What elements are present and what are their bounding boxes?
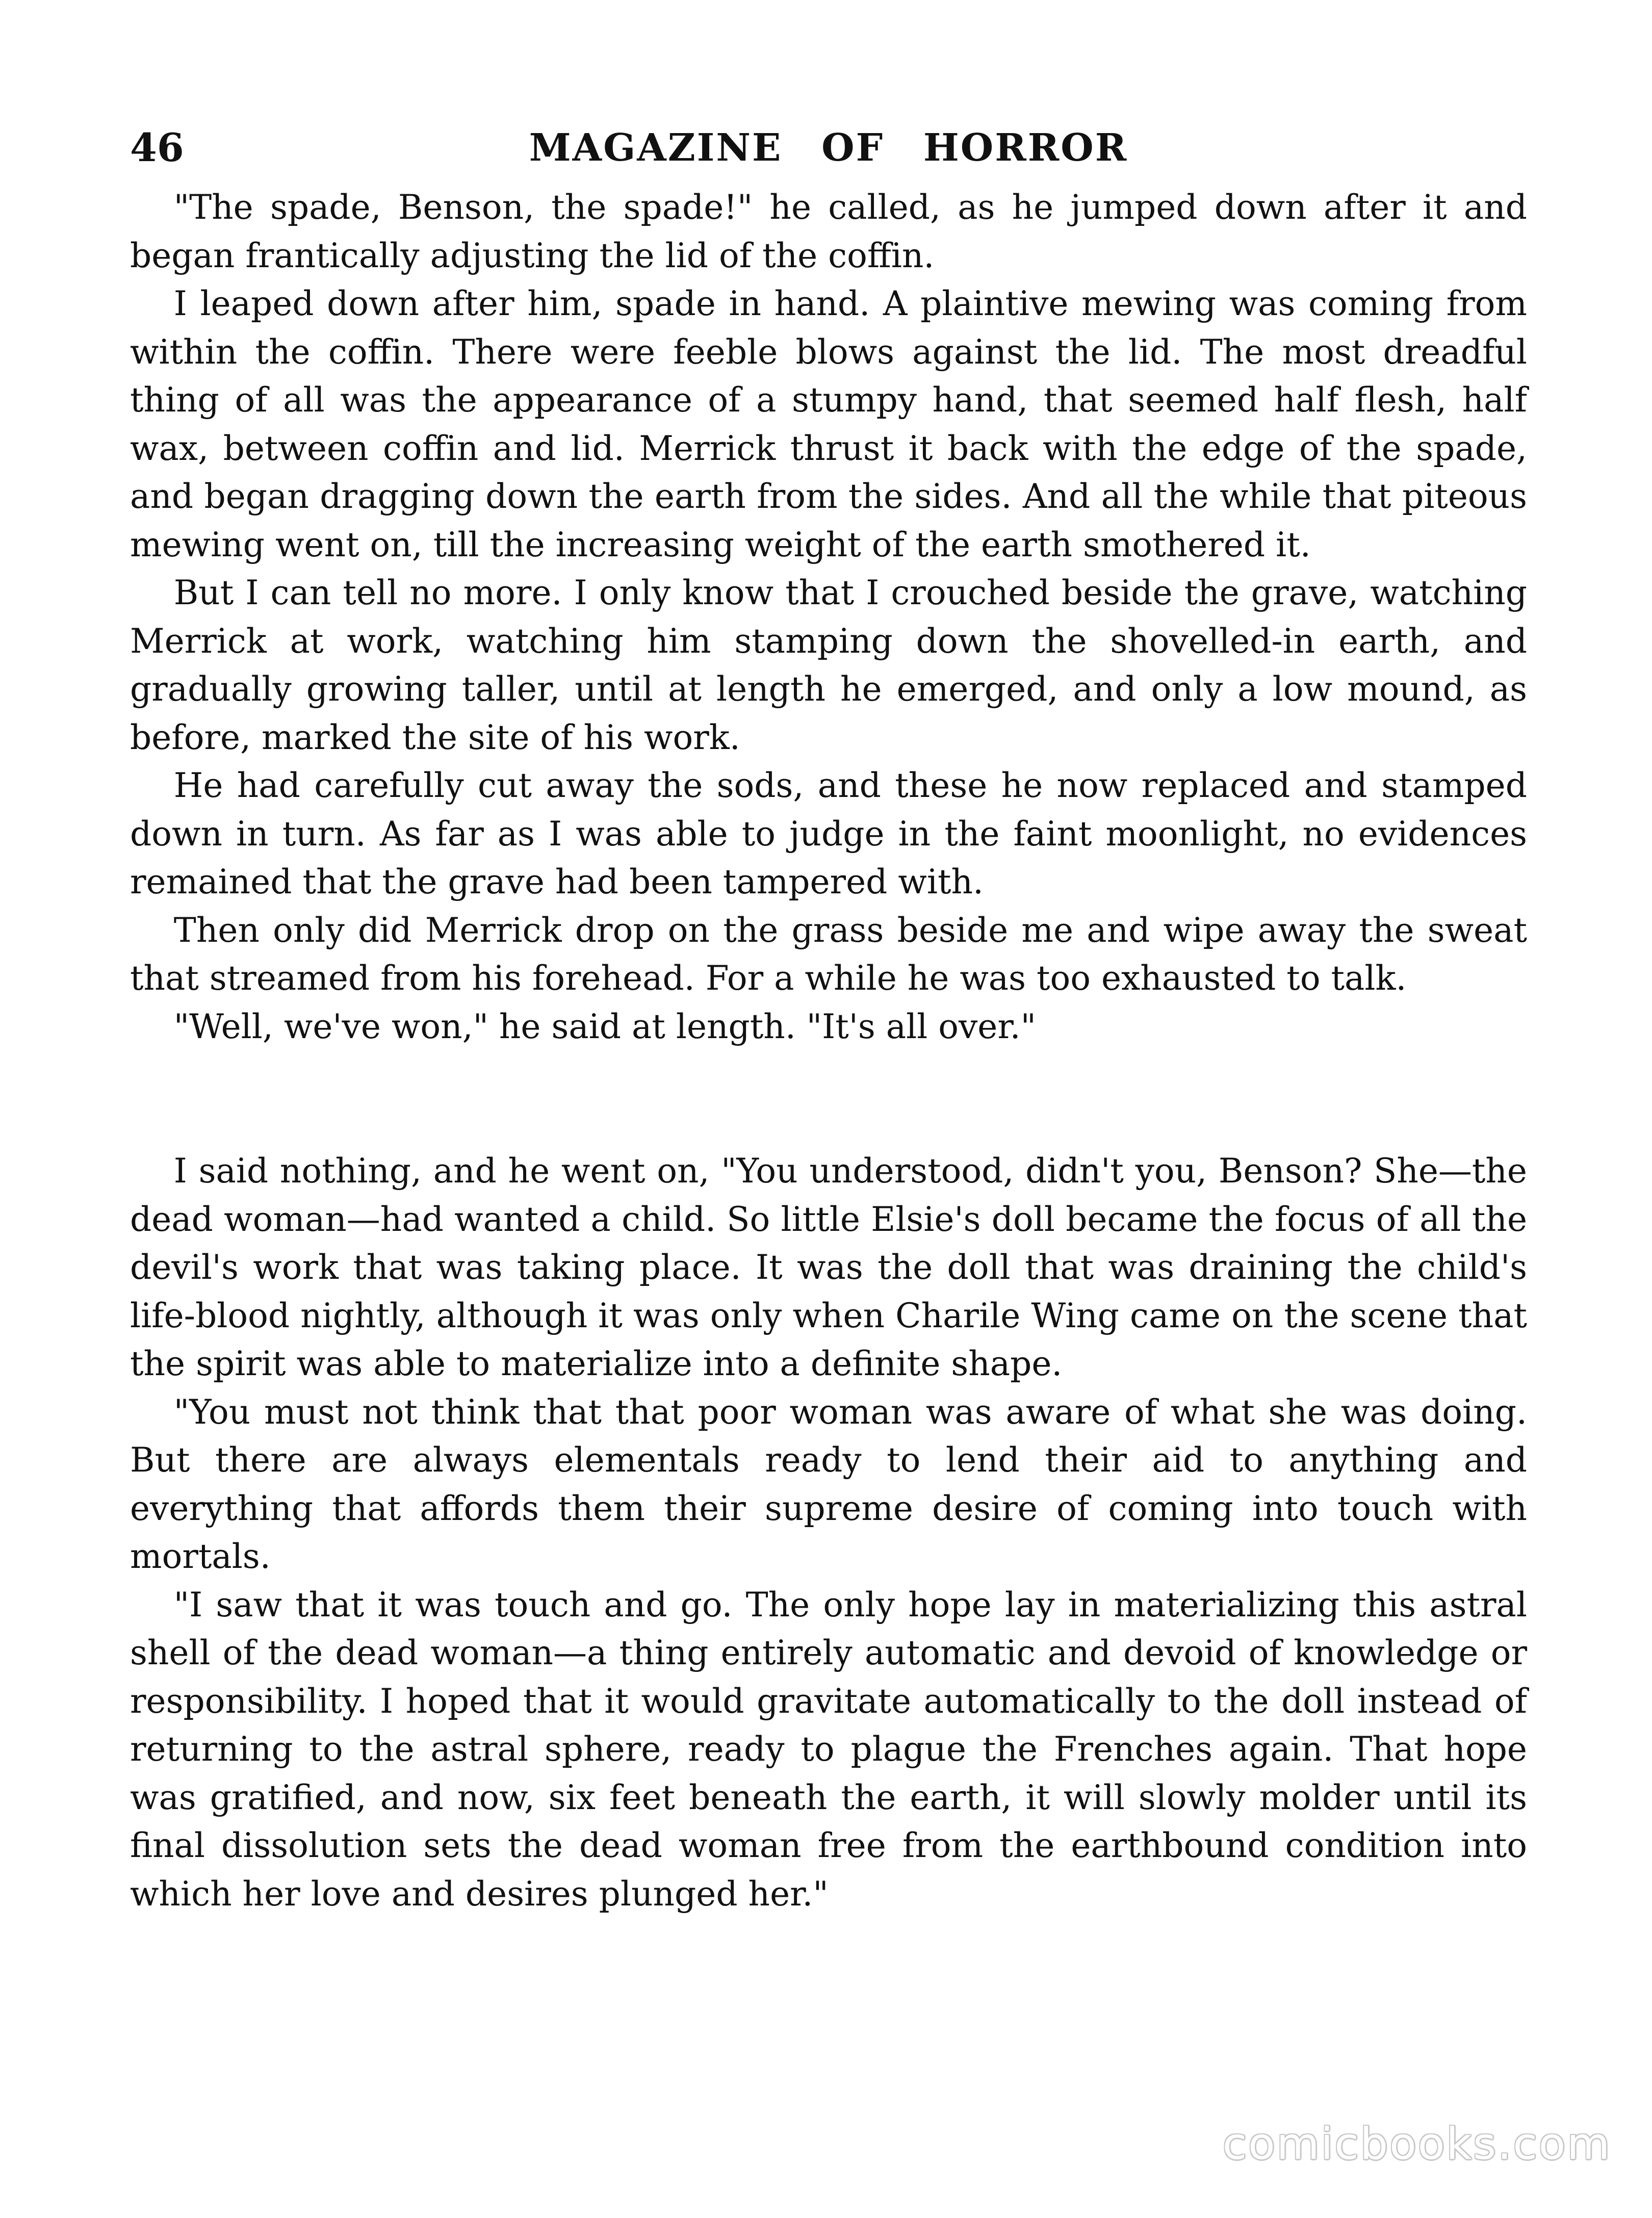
magazine-page: [130, 122, 1527, 1918]
paragraph: Then only did Merrick drop on the grass beside me and wipe away the sweat that streamed from his forehead. For a while he was too exhausted to talk.: [130, 910, 1527, 998]
section-break: [130, 1051, 1527, 1147]
paragraph: I said nothing, and he went on, "You understood, didn't you, Benson? She—the dead woman—had wanted a child. So little Elsie's doll became the focus of all the devil's work that was taking place. It was the doll that was draining the child's life-blood nightly, although it was only when Charile Wing came on the scene that the spirit was able to materialize into a definite shape.: [130, 1151, 1527, 1383]
paragraph: "I saw that it was touch and go. The only hope lay in materializing this astral shell of the dead woman—a thing entirely automatic and devoid of knowledge or responsibility. I hoped that it would gravitate automatically to the doll instead of returning to the astral sphere, ready to plague the Frenches again. That hope was gratified, and now, six feet beneath the earth, it will slowly molder until its final dissolution sets the dead woman free from the earthbound condition into which her love and desires plunged her.": [130, 1585, 1527, 1914]
paragraph: "Well, we've won," he said at length. "It's all over.": [173, 1007, 1036, 1046]
paragraph: But I can tell no more. I only know that I crouched beside the grave, watching Merrick at work, watching him stamping down the shovelled-in earth, and gradually growing taller, until at length he emerged, and only a low mound, as before, marked the site of his work.: [130, 573, 1527, 757]
paragraph: He had carefully cut away the sods, and these he now replaced and stamped down in turn. As far as I was able to judge in the faint moonlight, no evidences remained that the grave had been tampered with.: [130, 766, 1527, 901]
watermark-logo: comicbooks.com: [1222, 2119, 1611, 2170]
story-text: [130, 184, 1527, 1918]
paragraph: I leaped down after him, spade in hand. A plaintive mewing was coming from within the coffin. There were feeble blows against the lid. The most dreadful thing of all was the appearance of a stumpy hand, that seemed half flesh, half wax, between coffin and lid. Merrick thrust it back with the edge of the spade, and began dragging down the earth from the sides. And all the while that piteous mewing went on, till the increasing weight of the earth smothered it.: [130, 284, 1527, 564]
paragraph: "The spade, Benson, the spade!" he called, as he jumped down after it and began frantically adjusting the lid of the coffin.: [130, 188, 1527, 275]
paragraph: "You must not think that that poor woman was aware of what she was doing. But there are always elementals ready to lend their aid to anything and everything that affords them their supreme desire of coming into touch with mortals.: [130, 1392, 1527, 1576]
running-title: MAGAZINE OF HORROR: [529, 126, 1128, 170]
page-header: [130, 122, 1527, 184]
page-number: 46: [130, 125, 184, 170]
